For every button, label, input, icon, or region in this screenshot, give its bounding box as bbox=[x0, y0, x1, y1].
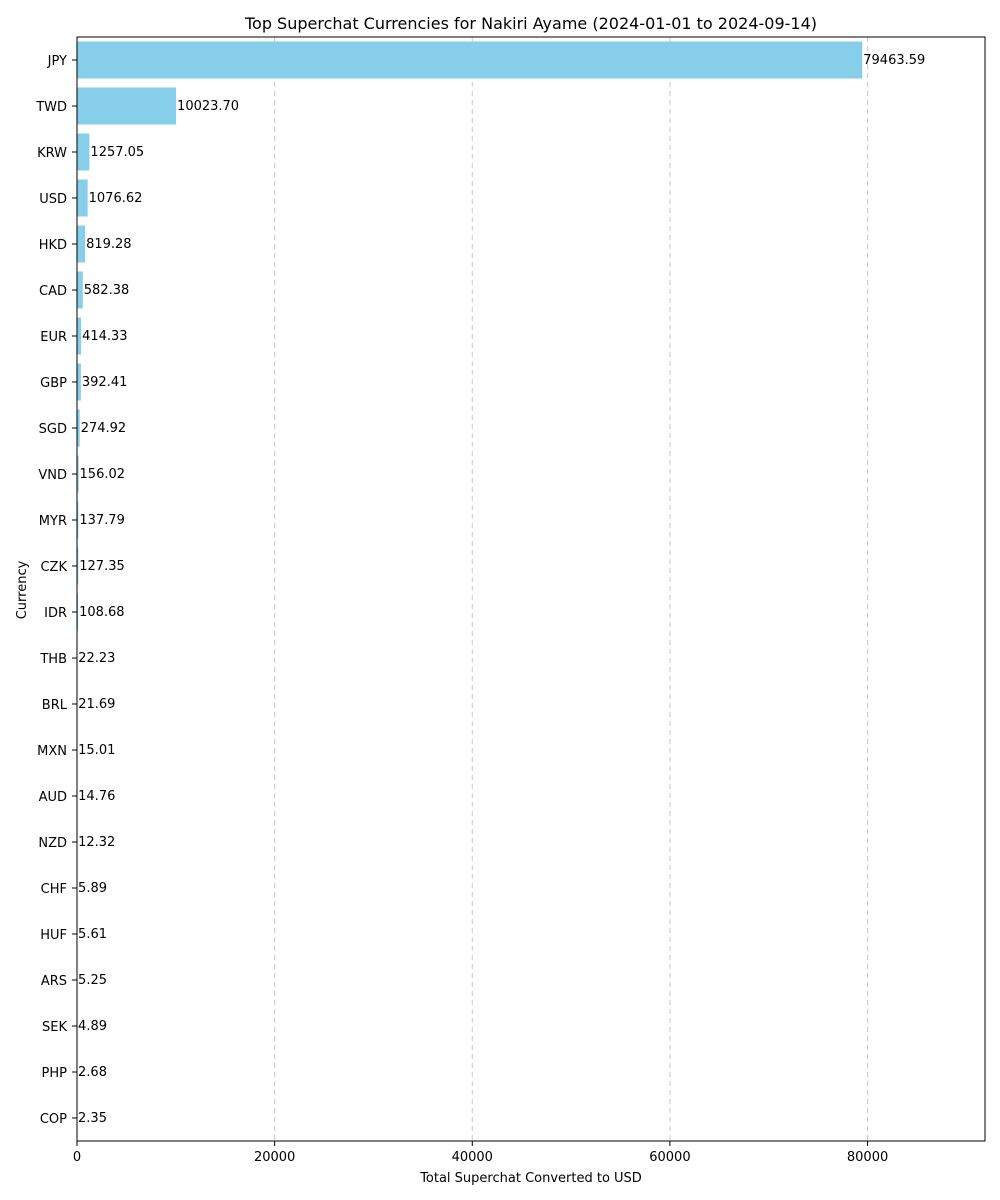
data-label-nzd: 12.32 bbox=[78, 835, 116, 850]
data-label-gbp: 392.41 bbox=[81, 375, 128, 390]
data-label-brl: 21.69 bbox=[78, 697, 116, 712]
y-axis-label: Currency bbox=[15, 560, 30, 620]
y-tick-label-czk: CZK bbox=[40, 560, 67, 575]
x-axis-label: Total Superchat Converted to USD bbox=[420, 1171, 642, 1186]
data-label-jpy: 79463.59 bbox=[863, 53, 926, 68]
data-label-usd: 1076.62 bbox=[88, 191, 143, 206]
y-tick-label-sgd: SGD bbox=[38, 422, 67, 437]
gridlines bbox=[275, 37, 868, 1141]
y-tick-label-thb: THB bbox=[40, 652, 67, 667]
data-label-cop: 2.35 bbox=[78, 1111, 107, 1126]
y-tick-label-cop: COP bbox=[39, 1112, 67, 1127]
y-tick-label-usd: USD bbox=[39, 192, 67, 207]
bar-usd bbox=[77, 180, 88, 217]
bar-cad bbox=[77, 272, 83, 309]
data-label-chf: 5.89 bbox=[78, 881, 108, 896]
bars bbox=[77, 42, 862, 1137]
x-tick-label: 80000 bbox=[846, 1150, 889, 1165]
y-tick-label-brl: BRL bbox=[41, 698, 67, 713]
y-tick-label-sek: SEK bbox=[42, 1020, 67, 1035]
y-tick-label-gbp: GBP bbox=[40, 376, 67, 391]
y-tick-label-huf: HUF bbox=[40, 928, 67, 943]
data-label-aud: 14.76 bbox=[78, 789, 116, 804]
data-label-myr: 137.79 bbox=[79, 513, 125, 528]
y-tick-label-myr: MYR bbox=[38, 514, 67, 529]
data-label-cad: 582.38 bbox=[83, 283, 130, 298]
y-tick-label-vnd: VND bbox=[38, 468, 67, 483]
y-tick-label-cad: CAD bbox=[39, 284, 67, 299]
bar-jpy bbox=[77, 42, 862, 79]
data-label-eur: 414.33 bbox=[82, 329, 128, 344]
bar-twd bbox=[77, 88, 176, 125]
x-tick-label: 40000 bbox=[451, 1150, 493, 1165]
bar-krw bbox=[77, 134, 89, 171]
data-label-sek: 4.89 bbox=[78, 1019, 108, 1034]
data-label-krw: 1257.05 bbox=[90, 145, 145, 160]
y-tick-label-twd: TWD bbox=[36, 100, 67, 115]
x-axis-ticks bbox=[73, 1141, 888, 1165]
data-label-czk: 127.35 bbox=[79, 559, 125, 574]
data-label-idr: 108.68 bbox=[79, 605, 125, 620]
y-tick-label-mxn: MXN bbox=[37, 744, 67, 759]
bar-eur bbox=[77, 318, 81, 355]
y-tick-label-hkd: HKD bbox=[38, 238, 67, 253]
data-label-php: 2.68 bbox=[78, 1065, 107, 1080]
y-tick-label-aud: AUD bbox=[38, 790, 67, 805]
data-label-ars: 5.25 bbox=[78, 973, 108, 988]
data-label-mxn: 15.01 bbox=[78, 743, 116, 758]
y-tick-label-eur: EUR bbox=[40, 330, 67, 345]
y-tick-label-nzd: NZD bbox=[38, 836, 67, 851]
data-labels bbox=[78, 53, 925, 1126]
chart-title: Top Superchat Currencies for Nakiri Ayame (2024-01-01 to 2024-09-14) bbox=[244, 14, 818, 33]
data-label-sgd: 274.92 bbox=[80, 421, 127, 436]
y-tick-label-chf: CHF bbox=[40, 882, 67, 897]
y-tick-label-ars: ARS bbox=[40, 974, 67, 989]
y-tick-label-krw: KRW bbox=[37, 146, 67, 161]
y-axis-ticks bbox=[35, 54, 77, 1127]
y-tick-label-idr: IDR bbox=[44, 606, 67, 621]
data-label-thb: 22.23 bbox=[78, 651, 116, 666]
x-tick-label: 0 bbox=[72, 1150, 82, 1165]
data-label-twd: 10023.70 bbox=[177, 99, 240, 114]
data-label-hkd: 819.28 bbox=[86, 237, 132, 252]
x-tick-label: 20000 bbox=[253, 1150, 296, 1165]
y-tick-label-php: PHP bbox=[41, 1066, 67, 1081]
data-label-huf: 5.61 bbox=[78, 927, 108, 942]
bar-gbp bbox=[77, 364, 81, 401]
x-tick-label: 60000 bbox=[649, 1150, 691, 1165]
bar-hkd bbox=[77, 226, 85, 263]
y-tick-label-jpy: JPY bbox=[47, 54, 67, 69]
data-label-vnd: 156.02 bbox=[79, 467, 126, 482]
plot-frame bbox=[77, 37, 985, 1141]
